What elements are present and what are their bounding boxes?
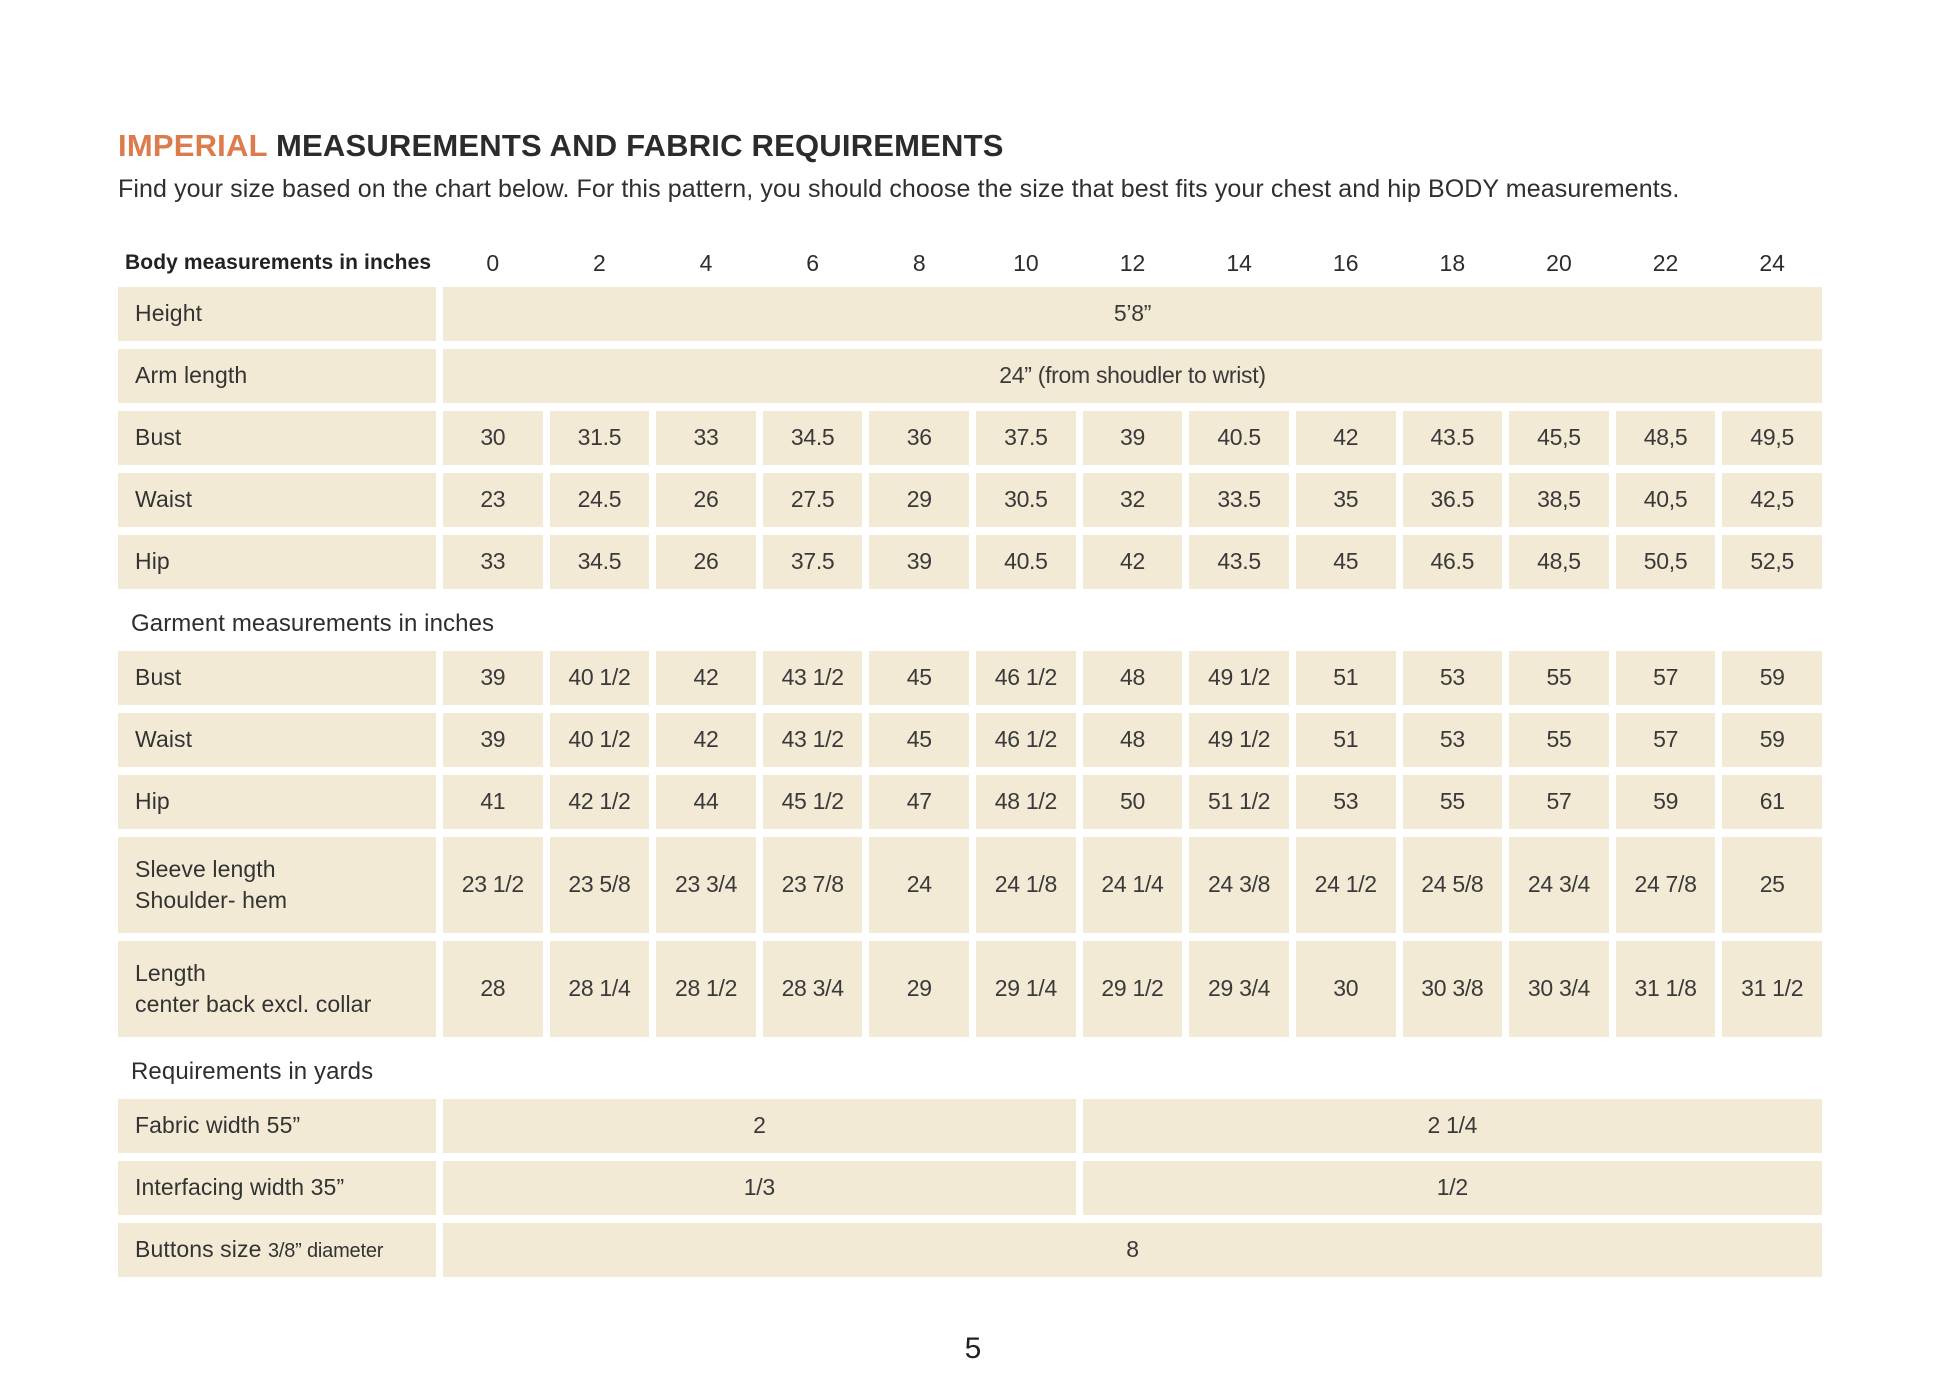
measurement-cell: 47 bbox=[869, 775, 969, 829]
measurement-cell: 29 bbox=[869, 473, 969, 527]
measurement-cell: 1/3 bbox=[443, 1161, 1076, 1215]
measurement-cell: 36 bbox=[869, 411, 969, 465]
measurement-cell: 59 bbox=[1722, 713, 1822, 767]
measurement-cell: 31 1/8 bbox=[1616, 941, 1716, 1037]
measurement-cell: 37.5 bbox=[976, 411, 1076, 465]
measurement-cell: 41 bbox=[443, 775, 543, 829]
row-label: Fabric width 55” bbox=[118, 1099, 436, 1153]
size-column-header: 24 bbox=[1759, 249, 1785, 276]
row-label: Interfacing width 35” bbox=[118, 1161, 436, 1215]
measurement-cell: 48 bbox=[1083, 651, 1183, 705]
table-row bbox=[118, 713, 1822, 767]
row-label: Waist bbox=[118, 473, 436, 527]
size-column-header: 4 bbox=[699, 249, 713, 276]
measurement-cell: 45 1/2 bbox=[763, 775, 863, 829]
measurement-cell: 25 bbox=[1722, 837, 1822, 933]
measurement-cell: 55 bbox=[1509, 651, 1609, 705]
measurement-cell: 24 1/2 bbox=[1296, 837, 1396, 933]
measurement-cell: 29 bbox=[869, 941, 969, 1037]
table-row bbox=[118, 651, 1822, 705]
measurement-cell: 34.5 bbox=[763, 411, 863, 465]
title-accent: IMPERIAL bbox=[118, 128, 268, 163]
table-row bbox=[118, 411, 1822, 465]
measurement-cell: 35 bbox=[1296, 473, 1396, 527]
measurement-cell: 34.5 bbox=[550, 535, 650, 589]
measurement-cell: 2 bbox=[443, 1099, 1076, 1153]
row-label: Buttons size 3/8” diameter bbox=[118, 1223, 436, 1277]
title-text: MEASUREMENTS AND FABRIC REQUIREMENTS bbox=[267, 128, 1004, 163]
measurement-cell: 29 1/2 bbox=[1083, 941, 1183, 1037]
measurement-cell: 49 1/2 bbox=[1189, 713, 1289, 767]
table-row bbox=[118, 775, 1822, 829]
measurement-cell: 28 3/4 bbox=[763, 941, 863, 1037]
measurement-cell: 43 1/2 bbox=[763, 713, 863, 767]
size-column-header: 0 bbox=[486, 249, 500, 276]
measurements-table bbox=[118, 250, 1822, 1277]
measurement-cell: 49 1/2 bbox=[1189, 651, 1289, 705]
measurement-cell: 55 bbox=[1509, 713, 1609, 767]
measurement-cell: 30.5 bbox=[976, 473, 1076, 527]
measurement-cell: 59 bbox=[1616, 775, 1716, 829]
measurement-cell: 43.5 bbox=[1189, 535, 1289, 589]
table-row bbox=[118, 1161, 1822, 1215]
measurement-cell: 30 bbox=[1296, 941, 1396, 1037]
measurement-cell: 46.5 bbox=[1403, 535, 1503, 589]
row-label: Waist bbox=[118, 713, 436, 767]
measurement-cell: 24 3/8 bbox=[1189, 837, 1289, 933]
measurement-cell: 53 bbox=[1403, 651, 1503, 705]
measurement-cell: 33.5 bbox=[1189, 473, 1289, 527]
measurement-cell: 27.5 bbox=[763, 473, 863, 527]
table-row bbox=[118, 1223, 1822, 1277]
table-header-label: Body measurements in inches bbox=[125, 251, 432, 275]
size-column-header: 22 bbox=[1652, 249, 1679, 276]
measurement-cell: 42 bbox=[656, 713, 756, 767]
measurement-cell: 31 1/2 bbox=[1722, 941, 1822, 1037]
size-column-header: 2 bbox=[593, 249, 606, 276]
measurement-cell: 50,5 bbox=[1616, 535, 1716, 589]
measurement-cell: 23 3/4 bbox=[656, 837, 756, 933]
measurement-cell: 24 3/4 bbox=[1509, 837, 1609, 933]
table-row bbox=[118, 941, 1822, 1037]
measurement-cell: 1/2 bbox=[1083, 1161, 1822, 1215]
measurement-cell: 31.5 bbox=[550, 411, 650, 465]
measurement-cell: 57 bbox=[1616, 651, 1716, 705]
measurement-cell: 37.5 bbox=[763, 535, 863, 589]
section-label: Garment measurements in inches bbox=[131, 609, 495, 637]
measurement-cell: 28 bbox=[443, 941, 543, 1037]
size-column-header: 10 bbox=[1013, 249, 1039, 276]
measurement-cell: 51 bbox=[1296, 651, 1396, 705]
measurement-cell: 26 bbox=[656, 473, 756, 527]
page-title bbox=[118, 128, 1822, 164]
measurement-cell: 40 1/2 bbox=[550, 713, 650, 767]
measurement-cell: 36.5 bbox=[1403, 473, 1503, 527]
size-column-header: 18 bbox=[1439, 249, 1466, 276]
measurement-cell: 40.5 bbox=[976, 535, 1076, 589]
measurement-cell: 51 1/2 bbox=[1189, 775, 1289, 829]
measurement-cell: 49,5 bbox=[1722, 411, 1822, 465]
measurement-cell: 29 1/4 bbox=[976, 941, 1076, 1037]
measurement-cell: 30 3/4 bbox=[1509, 941, 1609, 1037]
measurement-cell: 45 bbox=[1296, 535, 1396, 589]
measurement-cell: 42 bbox=[1296, 411, 1396, 465]
measurement-cell: 39 bbox=[1083, 411, 1183, 465]
row-label: Arm length bbox=[118, 349, 436, 403]
row-label: Hip bbox=[118, 535, 436, 589]
measurement-cell: 43 1/2 bbox=[763, 651, 863, 705]
intro-text: Find your size based on the chart below. For this pattern, you should choose the size that best fits your chest and hip BODY measurements. bbox=[118, 174, 1680, 203]
size-column-header: 20 bbox=[1546, 249, 1572, 276]
measurement-cell: 46 1/2 bbox=[976, 651, 1076, 705]
measurement-cell: 33 bbox=[656, 411, 756, 465]
measurement-cell: 33 bbox=[443, 535, 543, 589]
table-row bbox=[118, 535, 1822, 589]
measurement-cell: 28 1/2 bbox=[656, 941, 756, 1037]
measurement-cell: 53 bbox=[1296, 775, 1396, 829]
table-row bbox=[118, 1099, 1822, 1153]
measurement-cell: 42,5 bbox=[1722, 473, 1822, 527]
measurement-cell: 26 bbox=[656, 535, 756, 589]
row-label: Height bbox=[118, 287, 436, 341]
size-column-header: 8 bbox=[912, 249, 926, 276]
measurement-cell: 43.5 bbox=[1403, 411, 1503, 465]
measurement-cell: 40.5 bbox=[1189, 411, 1289, 465]
table-row bbox=[118, 349, 1822, 403]
measurement-cell: 38,5 bbox=[1509, 473, 1609, 527]
measurement-cell: 24.5 bbox=[550, 473, 650, 527]
measurement-cell: 23 7/8 bbox=[763, 837, 863, 933]
row-label: Hip bbox=[118, 775, 436, 829]
measurement-cell: 59 bbox=[1722, 651, 1822, 705]
size-column-header: 16 bbox=[1332, 249, 1359, 276]
measurement-cell: 23 1/2 bbox=[443, 837, 543, 933]
measurement-cell: 42 1/2 bbox=[550, 775, 650, 829]
measurement-cell: 40 1/2 bbox=[550, 651, 650, 705]
measurement-cell: 29 3/4 bbox=[1189, 941, 1289, 1037]
measurement-cell: 24 1/4 bbox=[1083, 837, 1183, 933]
measurement-cell: 30 bbox=[443, 411, 543, 465]
measurement-cell: 24 1/8 bbox=[976, 837, 1076, 933]
measurement-cell: 24 7/8 bbox=[1616, 837, 1716, 933]
measurement-cell: 24 5/8 bbox=[1403, 837, 1503, 933]
measurement-cell: 39 bbox=[443, 713, 543, 767]
size-column-header: 12 bbox=[1119, 249, 1146, 276]
measurement-cell: 50 bbox=[1083, 775, 1183, 829]
measurement-cell: 23 5/8 bbox=[550, 837, 650, 933]
row-label: Bust bbox=[118, 411, 436, 465]
measurement-cell: 42 bbox=[656, 651, 756, 705]
row-label: Sleeve length Shoulder- hem bbox=[118, 837, 436, 933]
measurement-cell: 30 3/8 bbox=[1403, 941, 1503, 1037]
measurement-cell: 24 bbox=[869, 837, 969, 933]
measurement-cell: 45,5 bbox=[1509, 411, 1609, 465]
measurement-cell: 39 bbox=[443, 651, 543, 705]
table-header-row bbox=[118, 250, 1822, 277]
page-number: 5 bbox=[964, 1332, 982, 1365]
table-row bbox=[118, 287, 1822, 341]
measurement-cell: 39 bbox=[869, 535, 969, 589]
table-row bbox=[118, 473, 1822, 527]
measurement-cell: 48,5 bbox=[1509, 535, 1609, 589]
table-row bbox=[118, 837, 1822, 933]
measurement-cell: 48,5 bbox=[1616, 411, 1716, 465]
measurement-cell: 24” (from shoudler to wrist) bbox=[443, 349, 1822, 403]
measurement-cell: 48 bbox=[1083, 713, 1183, 767]
measurement-cell: 28 1/4 bbox=[550, 941, 650, 1037]
measurement-cell: 44 bbox=[656, 775, 756, 829]
measurement-cell: 52,5 bbox=[1722, 535, 1822, 589]
measurement-cell: 23 bbox=[443, 473, 543, 527]
measurement-cell: 57 bbox=[1509, 775, 1609, 829]
row-label: Bust bbox=[118, 651, 436, 705]
measurement-cell: 32 bbox=[1083, 473, 1183, 527]
measurement-cell: 61 bbox=[1722, 775, 1822, 829]
measurement-cell: 48 1/2 bbox=[976, 775, 1076, 829]
measurement-cell: 40,5 bbox=[1616, 473, 1716, 527]
measurement-cell: 45 bbox=[869, 713, 969, 767]
measurement-cell: 45 bbox=[869, 651, 969, 705]
measurement-cell: 42 bbox=[1083, 535, 1183, 589]
measurement-cell: 55 bbox=[1403, 775, 1503, 829]
measurement-cell: 2 1/4 bbox=[1083, 1099, 1822, 1153]
measurement-cell: 46 1/2 bbox=[976, 713, 1076, 767]
measurement-cell: 51 bbox=[1296, 713, 1396, 767]
section-label: Requirements in yards bbox=[131, 1057, 374, 1085]
size-column-header: 14 bbox=[1226, 249, 1252, 276]
measurement-cell: 8 bbox=[443, 1223, 1822, 1277]
size-column-header: 6 bbox=[806, 249, 820, 276]
measurement-cell: 5’8” bbox=[443, 287, 1822, 341]
measurement-cell: 57 bbox=[1616, 713, 1716, 767]
row-label: Length center back excl. collar bbox=[118, 941, 436, 1037]
measurement-cell: 53 bbox=[1403, 713, 1503, 767]
